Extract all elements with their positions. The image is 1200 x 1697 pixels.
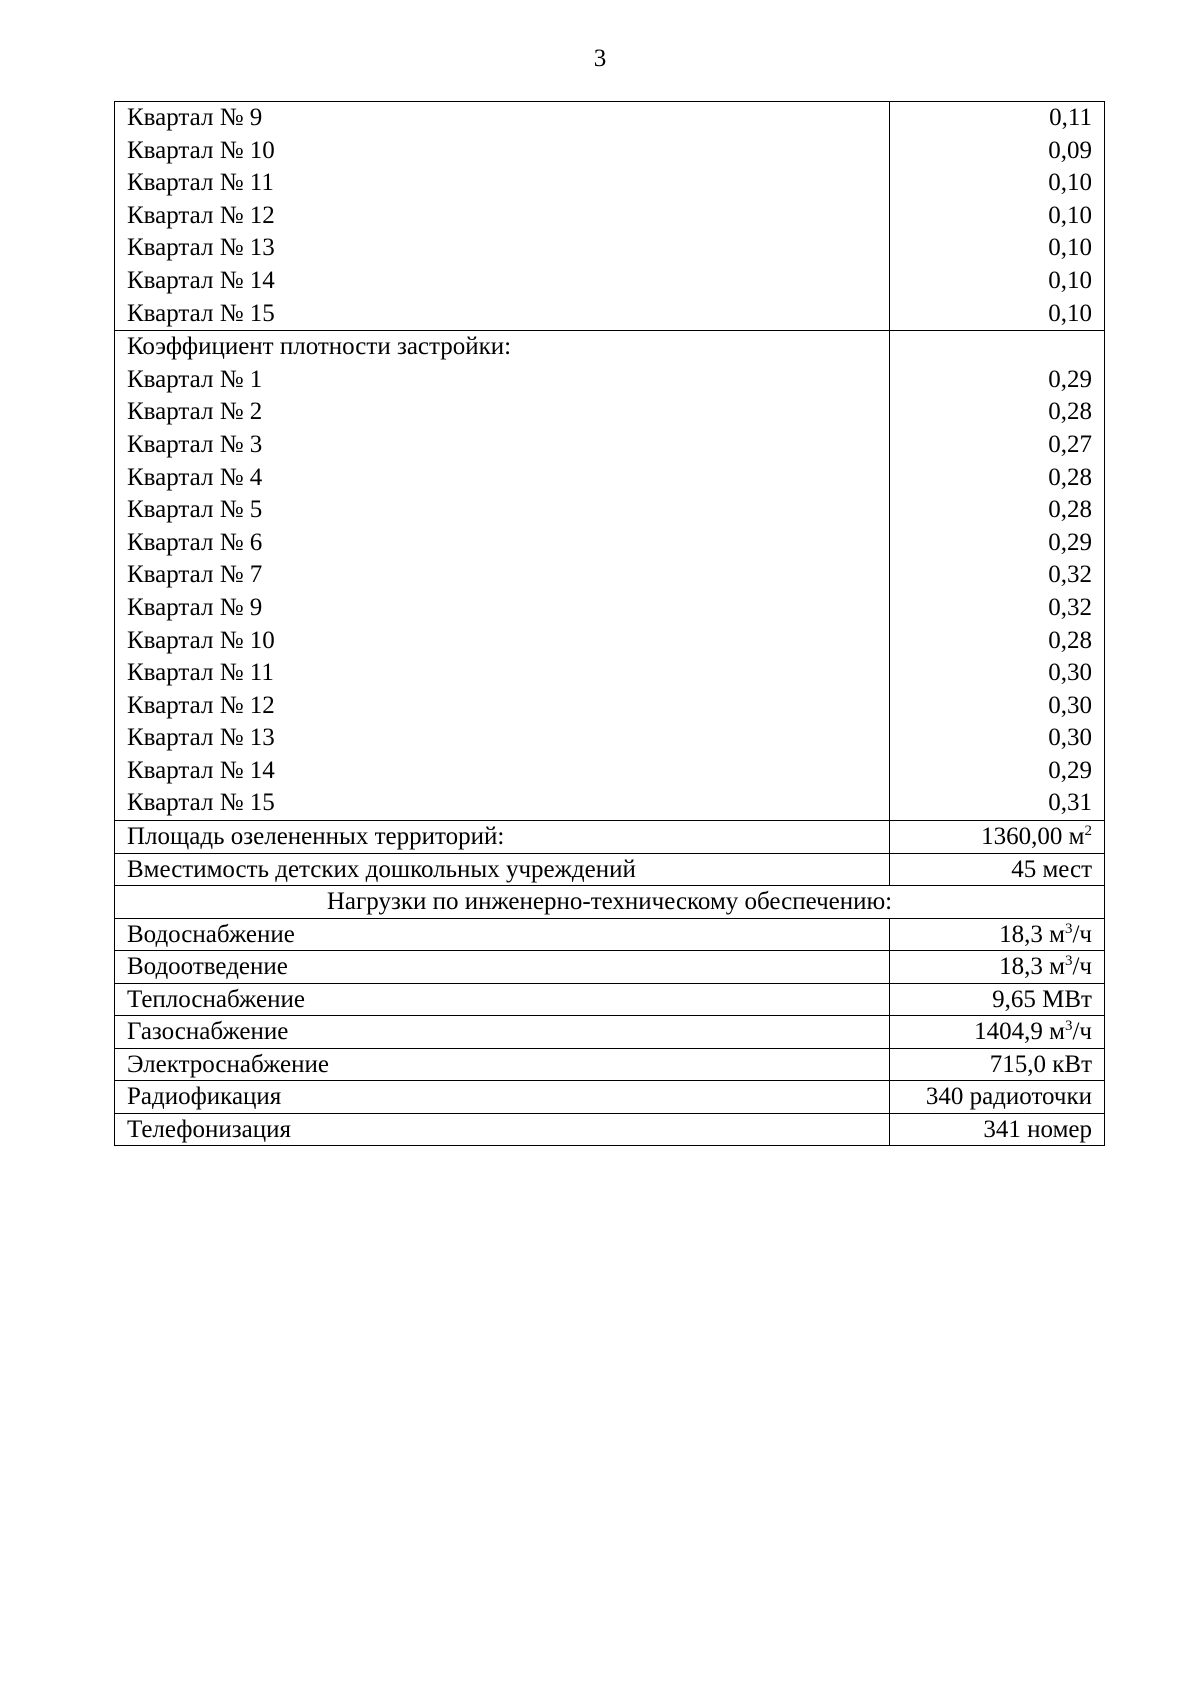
heat-supply-value: 9,65 МВт xyxy=(890,983,1105,1016)
row-value: 0,32 xyxy=(1048,593,1092,621)
green-area-number: 1360,00 м xyxy=(981,823,1085,851)
row-value: 0,10 xyxy=(1048,169,1092,197)
value-number: 1404,9 м xyxy=(974,1018,1065,1046)
row-label: Квартал № 13 xyxy=(127,234,275,262)
row-value: 0,10 xyxy=(1048,299,1092,327)
row-label: Квартал № 2 xyxy=(127,398,263,426)
row-value: 0,29 xyxy=(1048,756,1092,784)
row-label: Квартал № 6 xyxy=(127,528,263,556)
water-supply-value xyxy=(890,918,1105,951)
unit-superscript: 2 xyxy=(1084,823,1092,840)
unit-suffix: /ч xyxy=(1072,920,1092,948)
row-value: 0,10 xyxy=(1048,234,1092,262)
radio-label: Радиофикация xyxy=(115,1081,890,1114)
table-row xyxy=(115,331,1105,821)
table-row xyxy=(115,1081,1105,1114)
sewerage-value xyxy=(890,951,1105,984)
row-value: 0,29 xyxy=(1048,365,1092,393)
table-row xyxy=(115,1016,1105,1049)
row-label: Квартал № 11 xyxy=(127,169,274,197)
page-number: 3 xyxy=(593,45,607,72)
value-number: 18,3 м xyxy=(999,953,1065,981)
row-label: Квартал № 3 xyxy=(127,430,263,458)
green-area-value xyxy=(890,821,1105,854)
table-row xyxy=(115,886,1105,919)
gas-supply-label: Газоснабжение xyxy=(115,1016,890,1049)
row-label: Квартал № 10 xyxy=(127,626,275,654)
row-label: Квартал № 1 xyxy=(127,365,263,393)
unit-superscript: 3 xyxy=(1064,953,1073,970)
row-label: Квартал № 7 xyxy=(127,561,263,589)
row-label: Квартал № 9 xyxy=(127,593,263,621)
row-value: 0,32 xyxy=(1048,561,1092,589)
sewerage-label: Водоотведение xyxy=(115,951,890,984)
row-value: 0,31 xyxy=(1048,789,1092,817)
row-label: Квартал № 12 xyxy=(127,201,275,229)
table-row xyxy=(115,951,1105,984)
table-row xyxy=(115,918,1105,951)
green-area-label: Площадь озелененных территорий: xyxy=(115,821,890,854)
row-value: 0,10 xyxy=(1048,266,1092,294)
row-label: Квартал № 15 xyxy=(127,299,275,327)
table-row xyxy=(115,821,1105,854)
heat-supply-label: Теплоснабжение xyxy=(115,983,890,1016)
table-row xyxy=(115,853,1105,886)
telephone-label: Телефонизация xyxy=(115,1113,890,1146)
row-value: 0,29 xyxy=(1048,528,1092,556)
unit-superscript: 3 xyxy=(1064,1018,1073,1035)
table-row xyxy=(115,102,1105,331)
group-a-labels xyxy=(115,102,890,331)
unit-superscript: 3 xyxy=(1064,920,1073,937)
row-label: Квартал № 10 xyxy=(127,136,275,164)
table-row xyxy=(115,1048,1105,1081)
row-label: Квартал № 13 xyxy=(127,724,275,752)
row-value: 0,10 xyxy=(1048,201,1092,229)
unit-suffix: /ч xyxy=(1072,1018,1092,1046)
indicators-table xyxy=(114,101,1105,1146)
density-values xyxy=(890,331,1105,821)
engineering-heading: Нагрузки по инженерно-техническому обеспечению: xyxy=(115,886,1105,919)
row-value: 0,30 xyxy=(1048,659,1092,687)
row-label: Квартал № 11 xyxy=(127,659,274,687)
row-value: 0,27 xyxy=(1048,430,1092,458)
row-label: Квартал № 14 xyxy=(127,756,275,784)
row-value: 0,30 xyxy=(1048,691,1092,719)
table-row xyxy=(115,1113,1105,1146)
kindergarten-value: 45 мест xyxy=(890,853,1105,886)
gas-supply-value xyxy=(890,1016,1105,1049)
power-supply-label: Электроснабжение xyxy=(115,1048,890,1081)
row-label: Квартал № 12 xyxy=(127,691,275,719)
unit-suffix: /ч xyxy=(1072,953,1092,981)
row-label: Квартал № 9 xyxy=(127,104,263,131)
row-value: 0,09 xyxy=(1048,136,1092,164)
row-value: 0,28 xyxy=(1048,398,1092,426)
row-label: Квартал № 15 xyxy=(127,789,275,817)
density-labels xyxy=(115,331,890,821)
power-supply-value: 715,0 кВт xyxy=(890,1048,1105,1081)
row-label: Квартал № 14 xyxy=(127,266,275,294)
row-value: 0,30 xyxy=(1048,724,1092,752)
radio-value: 340 радиоточки xyxy=(890,1081,1105,1114)
empty-cell xyxy=(890,331,1104,364)
row-value: 0,11 xyxy=(1049,104,1092,131)
row-label: Квартал № 4 xyxy=(127,463,263,491)
group-a-values xyxy=(890,102,1105,331)
row-label: Квартал № 5 xyxy=(127,496,263,524)
row-value: 0,28 xyxy=(1048,463,1092,491)
kindergarten-label: Вместимость детских дошкольных учреждений xyxy=(115,853,890,886)
density-heading: Коэффициент плотности застройки: xyxy=(127,333,512,361)
row-value: 0,28 xyxy=(1048,626,1092,654)
telephone-value: 341 номер xyxy=(890,1113,1105,1146)
value-number: 18,3 м xyxy=(999,920,1065,948)
row-value: 0,28 xyxy=(1048,496,1092,524)
water-supply-label: Водоснабжение xyxy=(115,918,890,951)
table-row xyxy=(115,983,1105,1016)
